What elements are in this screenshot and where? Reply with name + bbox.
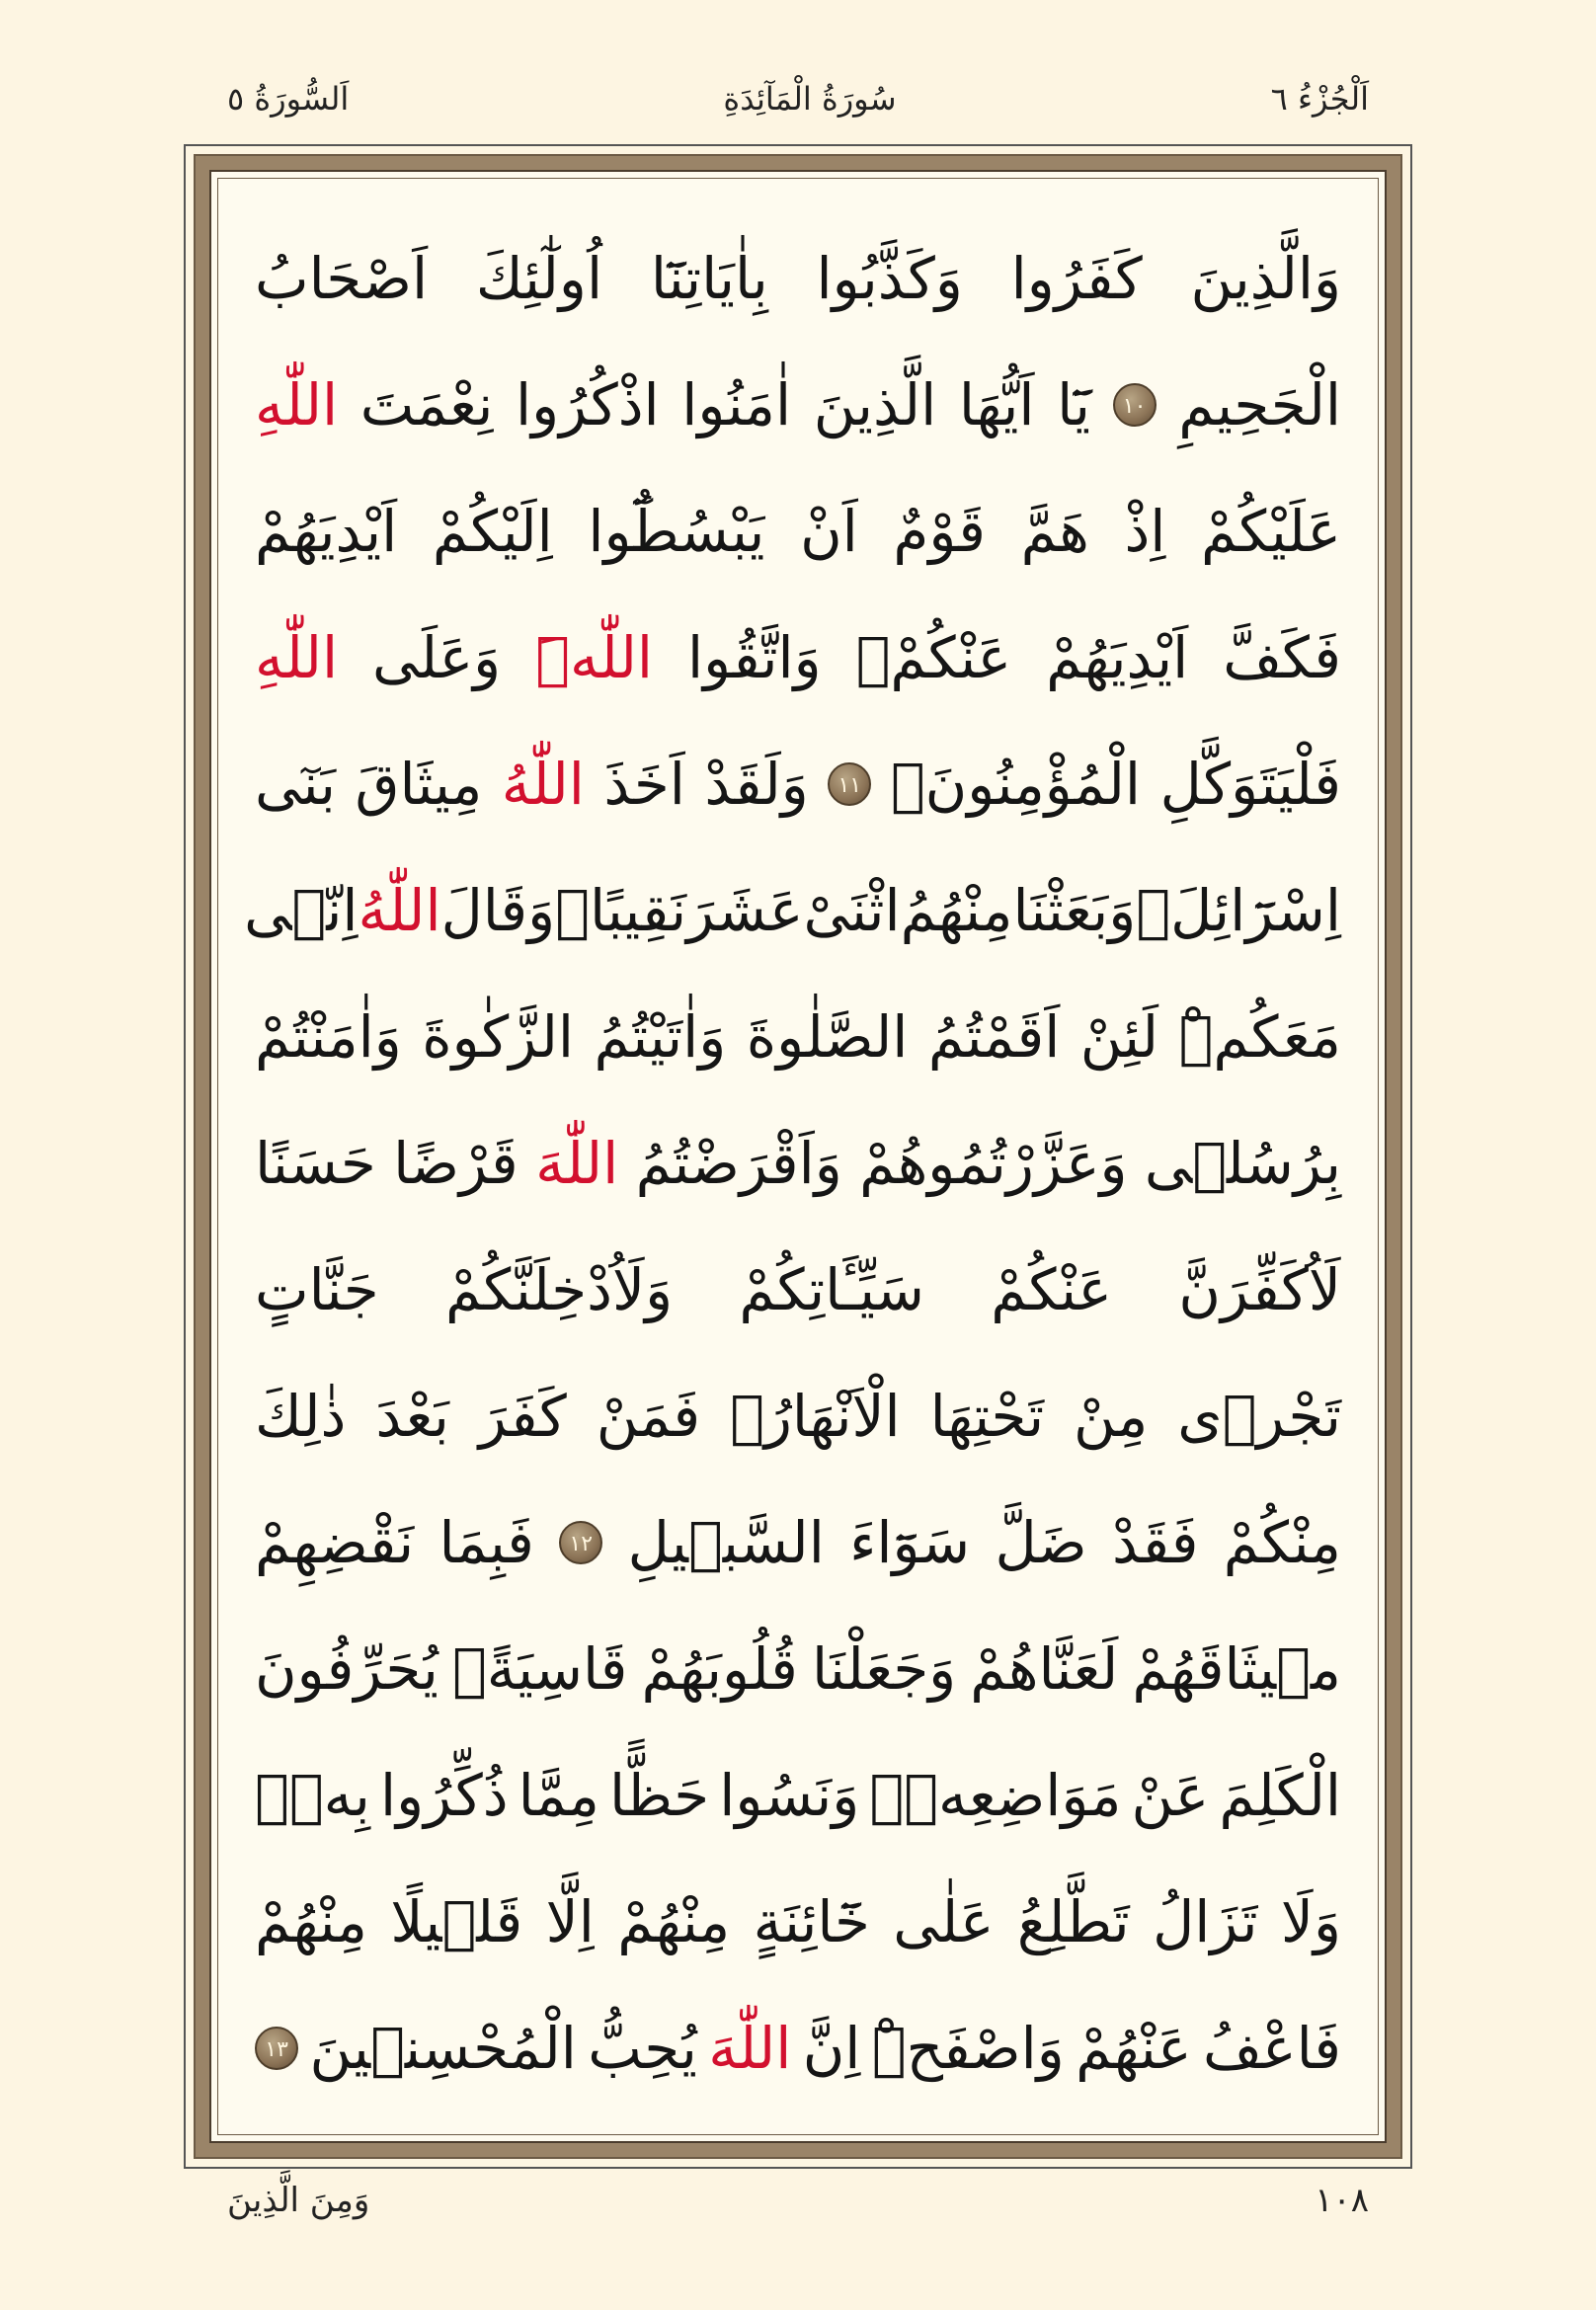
word: اَيْدِيَهُمْ xyxy=(255,498,398,565)
juz-label: اَلْجُزْءُ ٦ xyxy=(1270,80,1369,118)
word: حَظًّا xyxy=(609,1762,710,1829)
word: عَشَرَ xyxy=(686,877,804,944)
word: فَبِمَا xyxy=(439,1509,534,1576)
word: اَيْدِيَهُمْ xyxy=(1046,624,1189,691)
word: اِنّٖى xyxy=(244,877,359,944)
word: بِهٖۚ xyxy=(255,1762,370,1829)
surah-number-label: اَلسُّورَةُ ٥ xyxy=(227,80,350,118)
text-line xyxy=(255,1985,1341,2111)
word: عَلٰى xyxy=(893,1888,995,1955)
word: مٖيثَاقَهُمْ xyxy=(1132,1635,1341,1703)
word: وَاٰمَنْتُمْ xyxy=(255,1003,402,1071)
word: لَئِنْ xyxy=(1079,1003,1159,1071)
text-line xyxy=(255,215,1341,342)
word: نِعْمَتَ xyxy=(359,371,494,438)
word: اَصْحَابُ xyxy=(255,245,429,312)
word: مِنْهُمْ xyxy=(617,1888,731,1955)
word: يُحَرِّفُونَ xyxy=(255,1635,439,1703)
word: فَاعْفُ xyxy=(1202,2015,1341,2082)
word: قَوْمٌ xyxy=(893,498,987,565)
catchword: وَمِنَ الَّذِينَ xyxy=(227,2181,370,2220)
divine-name-word: اللّٰهُ xyxy=(501,751,585,818)
word: وَجَعَلْنَا xyxy=(811,1635,957,1703)
word: فَكَفَّ xyxy=(1223,624,1341,691)
word: اِلَيْكُمْ xyxy=(432,498,553,565)
word: هَمَّ xyxy=(1020,498,1089,565)
word: مِنْهُمْ xyxy=(255,1888,367,1955)
text-line xyxy=(255,468,1341,595)
word: مَعَكُمْۜ xyxy=(1178,1003,1341,1071)
ayah-number-marker: ١٠ xyxy=(1113,383,1157,427)
word: سَيِّـَٔاتِكُمْ xyxy=(739,1256,924,1323)
text-line xyxy=(255,342,1341,468)
word: بَعْدَ xyxy=(375,1383,449,1450)
word: كَفَرُوا xyxy=(1010,245,1143,312)
text-line xyxy=(255,1859,1341,1985)
word: عَنْ xyxy=(1131,1762,1210,1829)
word: ذٰلِكَ xyxy=(255,1383,347,1450)
text-line xyxy=(255,1732,1341,1859)
word: اَيُّهَا xyxy=(958,371,1035,438)
word: قُلُوبَهُمْ xyxy=(641,1635,798,1703)
divine-name-word: اللّٰهُ xyxy=(358,877,441,944)
page-header xyxy=(227,69,1369,128)
word: اِسْرَٓائِلَۚ xyxy=(1136,877,1341,944)
word: بِرُسُلٖى xyxy=(1144,1130,1341,1197)
word: الْاَنْهَارُۚ xyxy=(730,1383,901,1450)
word: وَنَسُوا xyxy=(719,1762,860,1829)
word: مِنْ xyxy=(1074,1383,1149,1450)
word: بَنٓى xyxy=(255,751,336,818)
word: الزَّكٰوةَ xyxy=(422,1003,574,1071)
word: يُحِبُّ xyxy=(588,2015,697,2082)
word: مِمَّا xyxy=(518,1762,599,1829)
divine-name-word: اللّٰهَ xyxy=(708,2015,792,2082)
word: تَطَّلِعُ xyxy=(1016,1888,1130,1955)
word: عَلَيْكُمْ xyxy=(1201,498,1341,565)
word: خَٓائِنَةٍ xyxy=(753,1888,870,1955)
word: اُولٰٓئِكَ xyxy=(475,245,603,312)
word: وَكَذَّبُوا xyxy=(816,245,963,312)
word: فَمَنْ xyxy=(596,1383,701,1450)
word: وَاَقْرَضْتُمُ xyxy=(635,1130,842,1197)
word: وَعَزَّرْتُمُوهُمْ xyxy=(859,1130,1128,1197)
word: وَعَلَى xyxy=(372,624,502,691)
ayah-number-marker: ١١ xyxy=(828,762,871,806)
divine-name-word: اللّٰهِ xyxy=(255,371,339,438)
word: قَاسِيَةًۚ xyxy=(452,1635,628,1703)
word: الَّذِينَ xyxy=(813,371,937,438)
word: كَفَرَ xyxy=(478,1383,567,1450)
word: مَوَاضِعِهٖۙ xyxy=(869,1762,1122,1829)
word: عَنْهُمْ xyxy=(1076,2015,1192,2082)
text-line xyxy=(255,1227,1341,1353)
word: وَلَاُدْخِلَنَّكُمْ xyxy=(444,1256,674,1323)
ayah-number-marker: ١٣ xyxy=(255,2027,298,2070)
text-line xyxy=(255,1353,1341,1479)
word: اَخَذَ xyxy=(603,751,685,818)
word: عَنْكُمْ xyxy=(991,1256,1113,1323)
word: وَالَّذِينَ xyxy=(1190,245,1341,312)
page-footer xyxy=(227,2181,1369,2250)
word: مِنْكُمْ xyxy=(1223,1509,1341,1576)
word: ذُكِّرُوا xyxy=(380,1762,509,1829)
word: تَحْتِهَا xyxy=(929,1383,1045,1450)
word: فَلْيَتَوَكَّلِ xyxy=(1159,751,1341,818)
word: وَبَعَثْنَا xyxy=(1012,877,1137,944)
word: مِنْهُمُ xyxy=(900,877,1013,944)
word: اذْكُرُوا xyxy=(515,371,660,438)
word: الْجَحِيمِ xyxy=(1178,371,1341,438)
divine-name-word: اللّٰهَۜ xyxy=(535,624,654,691)
surah-title: سُورَةُ الْمَآئِدَةِ xyxy=(723,80,897,118)
word: نَقِيبًاۜ xyxy=(555,877,687,944)
word: تَجْرٖى xyxy=(1177,1383,1341,1450)
word: قَرْضًا xyxy=(393,1130,519,1197)
word: نَقْضِهِمْ xyxy=(255,1509,415,1576)
divine-name-word: اللّٰهِ xyxy=(255,624,339,691)
word: الْكَلِمَ xyxy=(1219,1762,1341,1829)
word: وَاٰتَيْتُمُ xyxy=(594,1003,727,1071)
page-number: ١٠٨ xyxy=(1315,2181,1369,2220)
word: وَلَقَدْ xyxy=(704,751,809,818)
quran-text-block xyxy=(244,215,1341,2092)
word: وَلَا xyxy=(1280,1888,1341,1955)
word: الصَّلٰوةَ xyxy=(746,1003,909,1071)
word: جَنَّاتٍ xyxy=(255,1256,379,1323)
word: اَنْ xyxy=(800,498,858,565)
text-line xyxy=(255,1606,1341,1732)
word: تَزَالُ xyxy=(1153,1888,1258,1955)
word: اٰمَنُوا xyxy=(681,371,792,438)
word: اِلَّا xyxy=(545,1888,595,1955)
text-line xyxy=(244,847,1341,974)
word: وَاتَّقُوا xyxy=(686,624,822,691)
text-line xyxy=(255,1479,1341,1606)
word: يَٓا xyxy=(1057,371,1090,438)
word: بِاٰيَاتِنَٓا xyxy=(650,245,768,312)
text-line xyxy=(255,974,1341,1100)
word: مِيثَاقَ xyxy=(355,751,483,818)
divine-name-word: اللّٰهَ xyxy=(535,1130,619,1197)
word: اِذْ xyxy=(1124,498,1166,565)
word: اثْنَىْ xyxy=(803,877,901,944)
word: يَبْسُطُٓوا xyxy=(588,498,765,565)
text-line xyxy=(255,1100,1341,1227)
word: قَلٖيلًا xyxy=(390,1888,523,1955)
word: ضَلَّ xyxy=(995,1509,1087,1576)
word: لَاُكَفِّرَنَّ xyxy=(1178,1256,1341,1323)
word: سَوَٓاءَ xyxy=(849,1509,971,1576)
word: فَقَدْ xyxy=(1111,1509,1199,1576)
word: حَسَنًا xyxy=(255,1130,376,1197)
word: اَقَمْتُمُ xyxy=(927,1003,1061,1071)
text-line xyxy=(255,721,1341,847)
ayah-number-marker: ١٢ xyxy=(559,1521,602,1564)
word: الْمُؤْمِنُونَ۟ xyxy=(890,751,1142,818)
word: السَّبٖيلِ xyxy=(627,1509,825,1576)
word: وَقَالَ xyxy=(440,877,556,944)
word: عَنْكُمْۚ xyxy=(855,624,1012,691)
word: لَعَنَّاهُمْ xyxy=(970,1635,1119,1703)
word: وَاصْفَحْۜ xyxy=(871,2015,1065,2082)
text-line xyxy=(255,595,1341,721)
word: الْمُحْسِنٖينَ xyxy=(309,2015,577,2082)
word: اِنَّ xyxy=(802,2015,861,2082)
